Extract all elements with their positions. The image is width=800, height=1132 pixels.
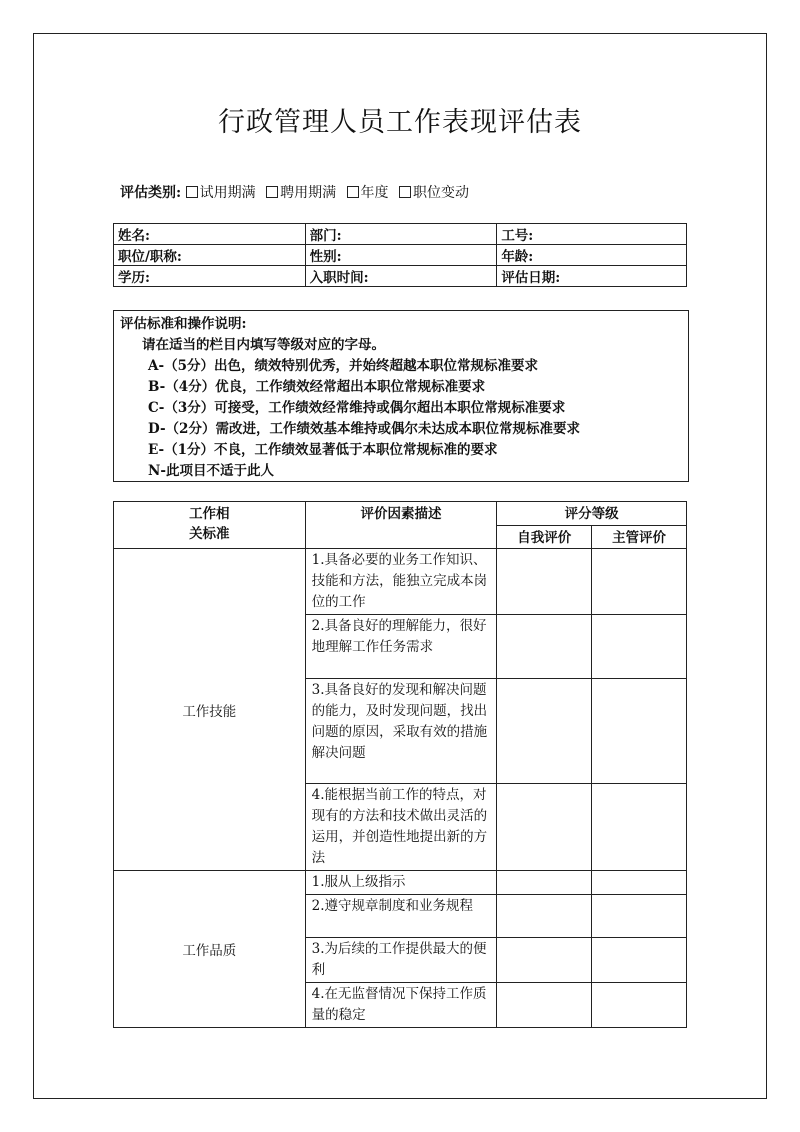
- category-option-annual[interactable]: 年度: [347, 185, 389, 201]
- header-grade: 评分等级: [497, 502, 687, 526]
- item-description: 2.具备良好的理解能力，很好地理解工作任务需求: [305, 615, 497, 679]
- evaluation-date-field[interactable]: 评估日期:: [497, 266, 687, 287]
- employee-id-field[interactable]: 工号:: [497, 224, 687, 245]
- self-score-cell[interactable]: [497, 938, 592, 983]
- page-title: 行政管理人员工作表现评估表: [218, 107, 582, 138]
- standards-heading: 评估标准和操作说明:: [120, 316, 247, 332]
- table-row: [114, 224, 687, 245]
- table-row: [114, 245, 687, 266]
- item-description: 2.遵守规章制度和业务规程: [305, 895, 497, 938]
- header-standard: 工作相 关标准: [114, 502, 306, 549]
- grade-b: B-（4分）优良，工作绩效经常超出本职位常规标准要求: [148, 379, 486, 395]
- checkbox-icon[interactable]: [399, 186, 411, 198]
- gender-field[interactable]: 性别:: [305, 245, 497, 266]
- category-label: 评估类别:: [120, 185, 182, 201]
- self-score-cell[interactable]: [497, 615, 592, 679]
- checkbox-icon[interactable]: [347, 186, 359, 198]
- category-option-contract[interactable]: 聘用期满: [266, 185, 336, 201]
- employee-info-table: [113, 223, 687, 287]
- self-score-cell[interactable]: [497, 895, 592, 938]
- manager-score-cell[interactable]: [592, 895, 687, 938]
- table-row: [114, 549, 687, 615]
- table-row: [114, 871, 687, 895]
- checkbox-icon[interactable]: [186, 186, 198, 198]
- header-self: 自我评价: [497, 525, 592, 549]
- manager-score-cell[interactable]: [592, 871, 687, 895]
- category-option-transfer[interactable]: 职位变动: [399, 185, 469, 201]
- self-score-cell[interactable]: [497, 871, 592, 895]
- standards-instruction: 请在适当的栏目内填写等级对应的字母。: [142, 337, 385, 353]
- item-description: 3.具备良好的发现和解决问题的能力，及时发现问题，找出问题的原因，采取有效的措施解决问题: [305, 679, 497, 784]
- manager-score-cell[interactable]: [592, 615, 687, 679]
- self-score-cell[interactable]: [497, 983, 592, 1028]
- age-field[interactable]: 年龄:: [497, 245, 687, 266]
- manager-score-cell[interactable]: [592, 679, 687, 784]
- evaluation-standards: [113, 310, 689, 482]
- name-field[interactable]: 姓名:: [114, 224, 306, 245]
- item-description: 3.为后续的工作提供最大的便利: [305, 938, 497, 983]
- item-description: 4.能根据当前工作的特点，对现有的方法和技术做出灵活的运用，并创造性地提出新的方法: [305, 784, 497, 871]
- header-description: 评价因素描述: [305, 502, 497, 549]
- manager-score-cell[interactable]: [592, 938, 687, 983]
- grade-e: E-（1分）不良，工作绩效显著低于本职位常规标准的要求: [148, 442, 498, 458]
- position-field[interactable]: 职位/职称:: [114, 245, 306, 266]
- manager-score-cell[interactable]: [592, 784, 687, 871]
- evaluation-category: [120, 182, 475, 202]
- department-field[interactable]: 部门:: [305, 224, 497, 245]
- self-score-cell[interactable]: [497, 784, 592, 871]
- grade-n: N-此项目不适于此人: [148, 463, 274, 479]
- category-option-probation[interactable]: 试用期满: [186, 185, 256, 201]
- group-skills: 工作技能: [114, 549, 306, 871]
- grade-a: A-（5分）出色，绩效特别优秀，并始终超越本职位常规标准要求: [148, 358, 538, 374]
- hire-date-field[interactable]: 入职时间:: [305, 266, 497, 287]
- item-description: 4.在无监督情况下保持工作质量的稳定: [305, 983, 497, 1028]
- grade-d: D-（2分）需改进，工作绩效基本维持或偶尔未达成本职位常规标准要求: [148, 421, 580, 437]
- checkbox-icon[interactable]: [266, 186, 278, 198]
- table-header-row: [114, 502, 687, 526]
- manager-score-cell[interactable]: [592, 549, 687, 615]
- table-row: [114, 266, 687, 287]
- self-score-cell[interactable]: [497, 679, 592, 784]
- evaluation-table: [113, 501, 687, 1028]
- manager-score-cell[interactable]: [592, 983, 687, 1028]
- item-description: 1.服从上级指示: [305, 871, 497, 895]
- group-quality: 工作品质: [114, 871, 306, 1028]
- header-manager: 主管评价: [592, 525, 687, 549]
- self-score-cell[interactable]: [497, 549, 592, 615]
- education-field[interactable]: 学历:: [114, 266, 306, 287]
- item-description: 1.具备必要的业务工作知识、技能和方法，能独立完成本岗位的工作: [305, 549, 497, 615]
- grade-c: C-（3分）可接受，工作绩效经常维持或偶尔超出本职位常规标准要求: [148, 400, 566, 416]
